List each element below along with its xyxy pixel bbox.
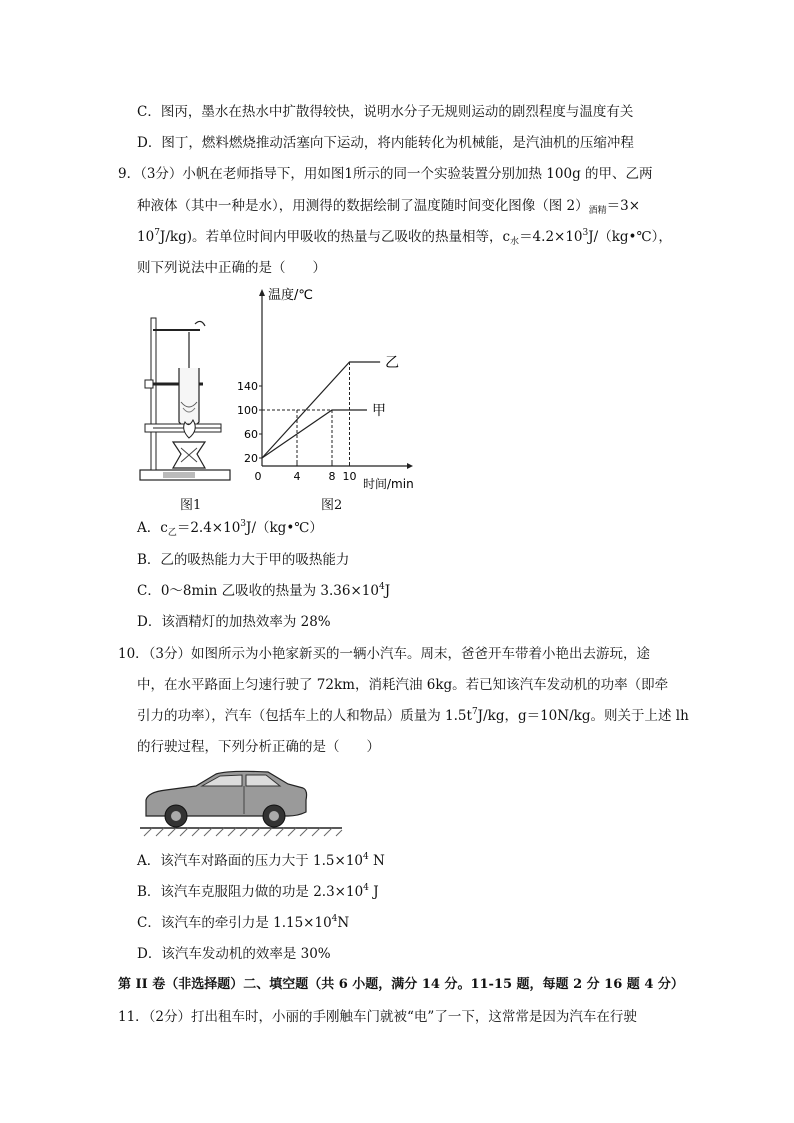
heating-apparatus-figure xyxy=(135,312,235,488)
x-tick-label: 8 xyxy=(328,470,336,483)
q10-stem-line1: 10．（3分）如图所示为小艳家新买的一辆小汽车。周末，爸爸开车带着小艳出去游玩，途 xyxy=(118,646,651,662)
series-line xyxy=(262,410,367,458)
q10-stem-line4: 的行驶过程，下列分析正确的是（ ） xyxy=(137,739,380,755)
series-label: 乙 xyxy=(385,355,400,371)
x-tick-label: 10 xyxy=(342,470,357,483)
q9-stem-line1: 9．（3分）小帆在老师指导下，用如图1所示的同一个实验装置分别加热 100g 的甲、乙两 xyxy=(118,166,653,182)
q10-option-b: B．该汽车克服阻力做的功是 $2.3\times 10^4$ J xyxy=(137,883,379,900)
q8-option-c: C．图丙，墨水在热水中扩散得较快，说明水分子无规则运动的剧烈程度与温度有关 xyxy=(137,104,634,120)
x-tick-label: 4 xyxy=(293,470,301,483)
q10-stem-line3: 引力的功率），汽车（包括车上的人和物品）质量为 $1.5t^7J/kg$，g＝10N/kg。则关于上述 lh xyxy=(137,707,689,724)
figure2-caption: 图2 xyxy=(321,498,343,513)
q9-option-b: B．乙的吸热能力大于甲的吸热能力 xyxy=(137,552,350,568)
section-header: 第 II 卷（非选择题）二、填空题（共 6 小题，满分 14 分。11-15 题，每题 2 分 16 题 4 分） xyxy=(118,977,684,992)
y-tick-label: 20 xyxy=(244,452,258,465)
car-figure xyxy=(138,770,344,840)
q10-option-d: D．该汽车发动机的效率是 30% xyxy=(137,946,331,962)
q9-stem-line3: $10^7J/kg$)。若单位时间内甲吸收的热量与乙吸收的热量相等，$c_水=4.2\times 10^3J/(kg•℃)$， xyxy=(137,228,672,247)
x-axis-label: 时间/min xyxy=(363,477,414,490)
q9-option-d: D．该酒精灯的加热效率为 28% xyxy=(137,614,331,630)
y-tick-label: 100 xyxy=(237,404,258,417)
q9-option-a: A．$c_乙=2.4\times 10^3J/(kg•℃)$ xyxy=(137,519,323,538)
q11-stem-line1: 11．（2分）打出租车时，小丽的手刚触车门就被“电”了一下，这常常是因为汽车在行驶 xyxy=(118,1009,637,1025)
q9-stem-line2: 种液体（其中一种是水），用测得的数据绘制了温度随时间变化图像（图 $2)_{酒精}=3\times$ xyxy=(137,198,641,216)
figure1-caption: 图1 xyxy=(180,498,202,513)
q9-stem-line4: 则下列说法中正确的是（ ） xyxy=(137,260,326,276)
x-tick-label: 0 xyxy=(254,470,262,483)
q10-option-c: C．该汽车的牵引力是 $1.15\times 10^4N$ xyxy=(137,914,350,931)
x-axis-arrow xyxy=(407,463,413,469)
y-tick-label: 140 xyxy=(237,380,258,393)
q8-option-d: D．图丁，燃料燃烧推动活塞向下运动，将内能转化为机械能，是汽油机的压缩冲程 xyxy=(137,135,634,151)
q9-option-c: C．0～8min 乙吸收的热量为 $3.36\times 10^4J$ xyxy=(137,582,391,599)
series-label: 甲 xyxy=(372,403,386,419)
q10-option-a: A．该汽车对路面的压力大于 $1.5\times 10^4$ N xyxy=(137,852,385,869)
y-axis-arrow xyxy=(259,289,265,296)
y-axis-label: 温度/℃ xyxy=(268,288,313,303)
temperature-time-chart xyxy=(235,284,420,490)
y-tick-label: 60 xyxy=(244,428,258,441)
q10-stem-line2: 中，在水平路面上匀速行驶了 72km，消耗汽油 6kg。若已知该汽车发动机的功率（即牵 xyxy=(137,677,669,693)
